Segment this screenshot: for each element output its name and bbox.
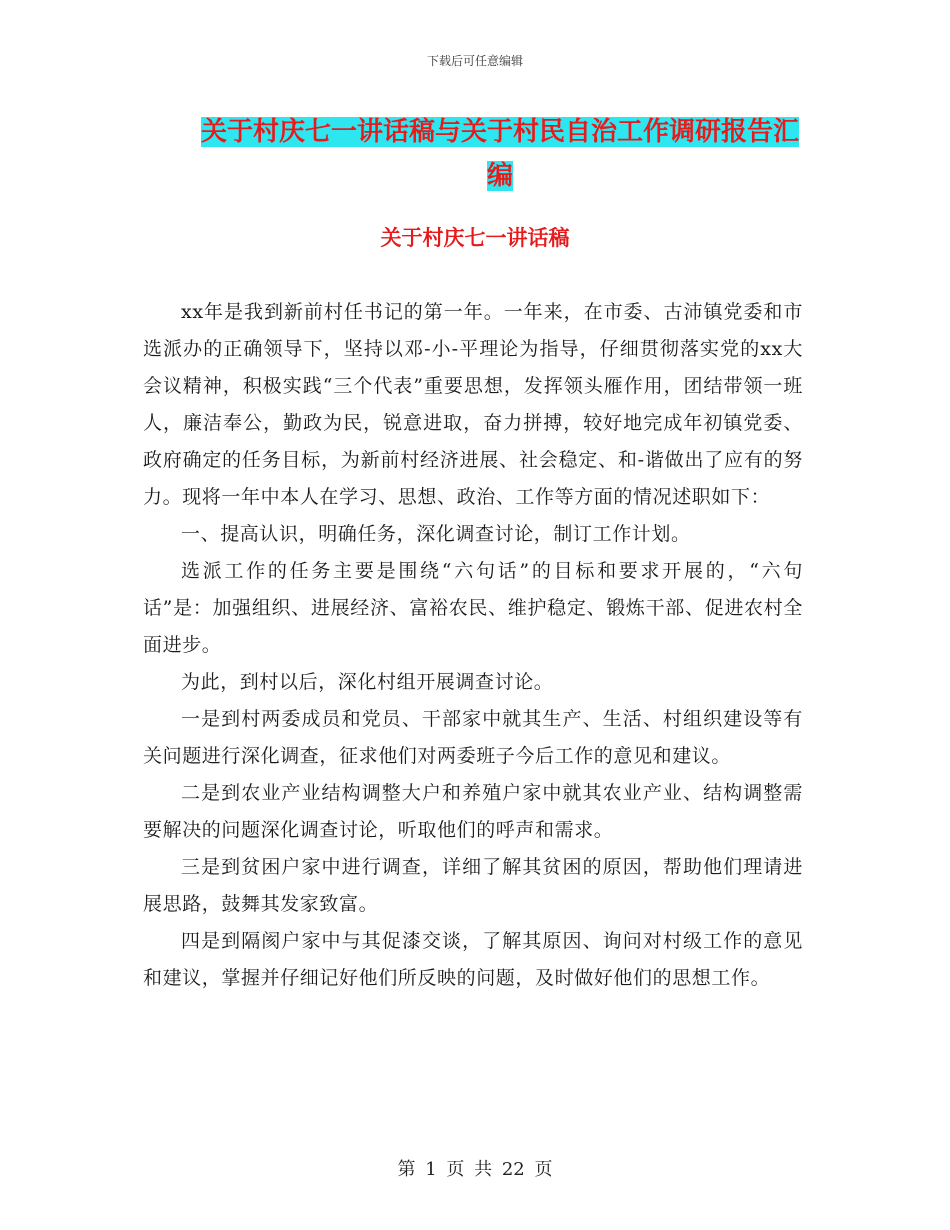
body-text [143,294,803,997]
paragraph: 一是到村两委成员和党员、干部家中就其生产、生活、村组织建设等有关问题进行深化调查，征求他们对两委班子今后工作的意见和建议。 [143,708,803,767]
paragraph: 三是到贫困户家中进行调查，详细了解其贫困的原因，帮助他们理请进展思路，鼓舞其发家致富。 [143,856,803,915]
paragraph: 为此，到村以后，深化村组开展调查讨论。 [181,671,554,693]
paragraph: 四是到隔阂户家中与其促漆交谈，了解其原因、询问对村级工作的意见和建议，掌握并仔细记好他们所反映的问题，及时做好他们的思想工作。 [143,930,803,989]
document-title [195,110,805,198]
page-footer: 第 1 页 共 22 页 [397,1159,553,1180]
section-title: 关于村庆七一讲话稿 [380,226,570,250]
paragraph: 选派工作的任务主要是围绕“六句话”的目标和要求开展的，“六句话”是：加强组织、进展经济、富裕农民、维护稳定、锻炼干部、促进农村全面进步。 [143,560,803,656]
paragraph: 二是到农业产业结构调整大户和养殖户家中就其农业产业、结构调整需要解决的问题深化调查讨论，听取他们的呼声和需求。 [143,782,803,841]
paragraph: 一、提高认识，明确任务，深化调查讨论，制订工作计划。 [181,523,691,545]
document-title-line2: 编 [486,161,513,191]
paragraph: xx年是我到新前村任书记的第一年。一年来，在市委、古沛镇党委和市选派办的正确领导下，坚持以邓-小-平理论为指导，仔细贯彻落实党的xx大会议精神，积极实践“三个代表”重要思想，发挥领头雁作用，团结带领一班人，廉洁奉公，勤政为民，锐意进取，奋力拼搏，较好地完成年初镇党委、政府确定的任务目标，为新前村经济进展、社会稳定、和-谐做出了应有的努力。现将一年中本人在学习、思想、政治、工作等方面的情况述职如下： [143,301,803,508]
header-note: 下载后可任意编辑 [426,54,523,68]
document-title-line1: 关于村庆七一讲话稿与关于村民自治工作调研报告汇 [200,117,799,147]
